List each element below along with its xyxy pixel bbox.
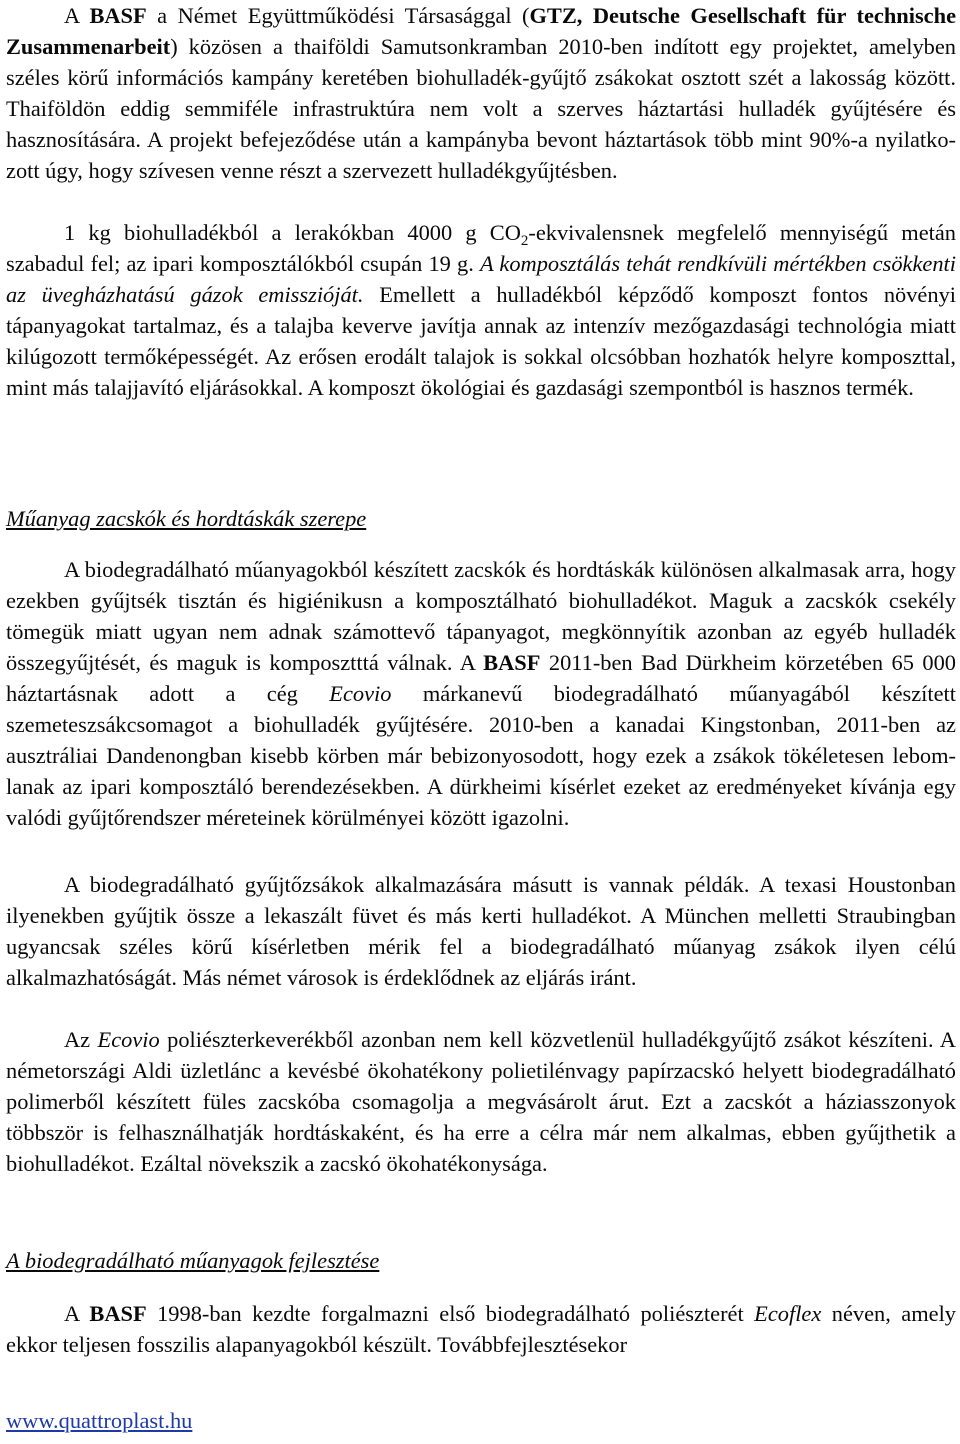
brand-basf: BASF (89, 1301, 147, 1326)
heading-text: A biodegradálható műanyagok fejlesztése (6, 1248, 380, 1273)
text: poliészterkeverékből azonban nem kell közvetlenül hulladékgyűjtő zsákot készíteni. A németországi Aldi üzletlánc a kevésbé ökohatékony polietilénvagy papírzacskó helyett biodegradálható polimerből készített füles zacskóba csomagolja a megvásárolt árut. Ezt a zacskót a háziasszonyok többször is felhasználhatják hordtáskaként, és ha erre a célra már nem alkalmas, ebben gyűjthetik a biohulladékot. Ezáltal növekszik a zacskó ökohatékonysága. (6, 1027, 956, 1176)
text: A (64, 1301, 90, 1326)
subscript: 2 (520, 233, 529, 249)
text: Az (64, 1027, 98, 1052)
paragraph-ecoflex (6, 1298, 956, 1360)
text: A (64, 3, 90, 28)
paragraph-examples: A biodegradálható gyűjtőzsákok alkalmazására másutt is vannak példák. A texasi Houstonban ilyenekben gyűjtik össze a lekaszált füvet és más kerti hulladékot. A München melletti Straubingban ugyancsak széles körű kísérletben mérik fel a biodegradálható műanyag zsákok ilyen célú alkalmazhatóságát. Más német városok is érdeklődnek az eljárás iránt. (6, 872, 956, 990)
brand-basf: BASF (483, 650, 541, 675)
text: márkanevű biodegradálható műanyagából készített szemeteszsákcsomagot a biohulladék gyűjtésére. 2010-ben a kanadai Kingstonban, 2011-ben az ausztráliai Dandenongban kisebb körben már bebizonyosodott, hogy ezek a zsákok tökéletesen lebomlanak az ipari komposztáló berendezésekben. A dürkheimi kísérlet ezeket az eredményeket kívánja egy valódi gyűjtőrendszer méreteinek körülményei között igazolni. (6, 681, 956, 830)
heading-text: Műanyag zacskók és hordtáskák szerepe (6, 506, 367, 531)
text: -ekvivalensnek megfelelő mennyiségű metán szabadul fel; az ipari komposztálókból csupán 19 g. (6, 220, 956, 276)
text: 2011-ben Bad Dürkheim körzetében 65 000 háztartásnak adott a cég (6, 650, 956, 706)
text: 1998-ban kezdte forgalmazni első biodegradálható poliészterét (146, 1301, 755, 1326)
section-heading-bags (6, 503, 366, 534)
brand-ecovio: Ecovio (97, 1027, 160, 1052)
text: a Német Együttműködési Társasággal ( (146, 3, 530, 28)
text: ) közösen a thaiföldi Samutsonkramban 2010-ben indított egy projektet, amelyben széles körű információs kampány keretében biohulladék-gyűjtő zsákokat osztott szét a lakosság között. Thaiföldön eddig semmiféle infrastruktúra nem volt a szerves háztartási hulladék gyűjtésére és hasznosítására. A projekt befejeződése után a kampányba bevont háztartások több mint 90%-a nyilatkozott úgy, hogy szívesen venne részt a szervezett hulladékgyűjtésben. (6, 34, 956, 183)
brand-ecoflex: Ecoflex (754, 1301, 822, 1326)
text: A biodegradálható műanyagokból készített zacskók és hordtáskák különösen alkalmasak arra, hogy ezekben gyűjtsék tisztán és higiénikusn a komposztálható biohulladékot. Maguk a zacskók csekély tömegük miatt ugyan nem adnak számottevő tápanyagot, megkönnyítik azonban az egyéb hulladék összegyűjtését, és maguk is komposztttá válnak. A (6, 557, 956, 675)
paragraph-aldi (6, 1024, 956, 1179)
footer-website-link[interactable]: www.quattroplast.hu (6, 1408, 193, 1433)
emphasis-text: A komposztálás tehát rendkívüli mértékben csökkenti az üvegházhatású gázok emisszióját. (6, 251, 956, 307)
brand-basf: BASF (89, 3, 147, 28)
org-name-gtz: GTZ, Deutsche Gesellschaft für technische Zusammenarbeit (6, 3, 957, 59)
paragraph-co2-compost (6, 217, 956, 403)
text: 1 kg biohulladékból a lerakókban 4000 g CO (64, 220, 521, 245)
section-heading-development (6, 1245, 379, 1276)
paragraph-gtz-project (6, 0, 956, 186)
paragraph-biodegradable-bags (6, 554, 956, 833)
brand-ecovio: Ecovio (329, 681, 392, 706)
text: Emellett a hulladékból képződő komposzt fontos növényi tápanyagokat tartalmaz, és a talajba keverve javítja annak az intenzív mezőgazdasági technológia miatt kilúgozott termőképességét. Az erősen erodált talajok is sokkal olcsóbban hozhatók helyre komposzttal, mint más talajjavító eljárásokkal. A komposzt ökológiai és gazdasági szempontból is hasznos termék. (6, 282, 956, 400)
text: néven, amely ekkor teljesen fosszilis alapanyagokból készült. Továbbfejlesztésekor (6, 1301, 956, 1357)
